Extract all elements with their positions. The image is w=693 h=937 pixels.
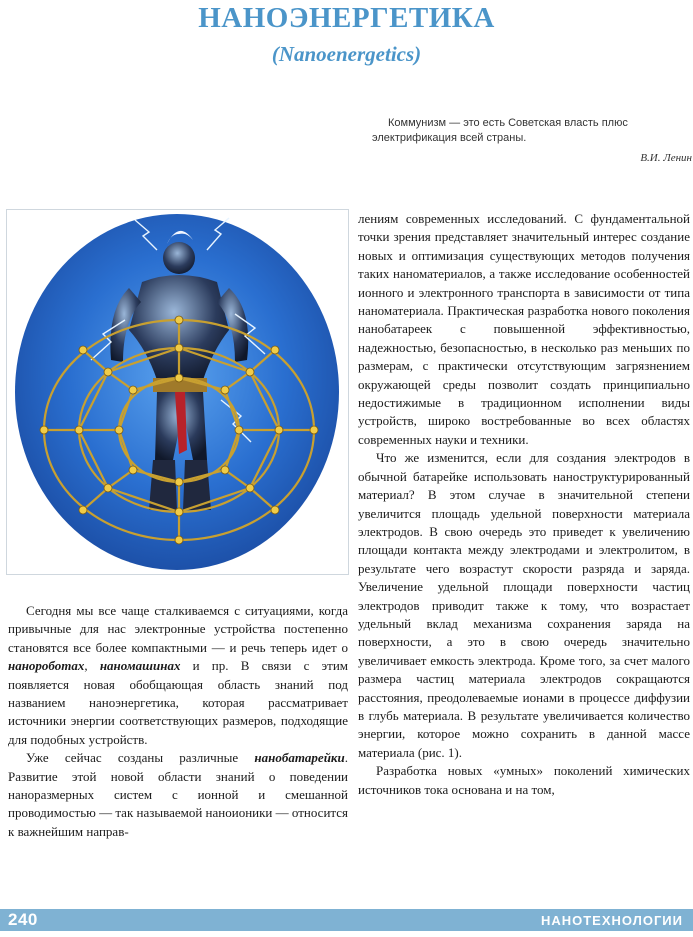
page-number: 240: [8, 910, 38, 929]
right-paragraph-3: Разработка новых «умных» поколений химических источников тока основана и на том,: [358, 763, 690, 797]
text-run: . Развитие этой новой области знаний о поведении наноразмерных систем с ионной и смешанной проводимостью — так называемой наноионики — относится к важнейшим направ-: [8, 750, 348, 839]
left-paragraph-1: [8, 602, 348, 749]
epigraph-quote: Коммунизм — это есть Советская власть плюс электрификация всей страны.: [372, 117, 628, 144]
page-title: НАНОЭНЕРГЕТИКА: [198, 2, 495, 34]
left-column: [8, 602, 348, 841]
text-run: Сегодня мы все чаще сталкиваемся с ситуациями, когда привычные для нас электронные устройства постепенно становятся все более компактными — и речь теперь идет о: [8, 603, 348, 655]
right-paragraph-1: лениям современных исследований. С фундаментальной точки зрения представляет значительный интерес создание новых и оптимизация существующих методов получения таких наноматериалов, а также исследование особенностей ионного и электронного транспорта в зависимости от типа наноматериала. Практическая разработка нового поколения нанобатареек с повышенной эффективностью, надежностью, безопасностью, в несколько раз меньших по размерам, с практически отсутствующим загрязнением окружающей среды позволит создать принципиально недостижимые в традиционном исполнении виды устройств, широко востребованные во всех областях современных науки и техники.: [358, 211, 690, 447]
text-run: Уже сейчас созданы различные: [26, 750, 255, 766]
page-subtitle: (Nanoenergetics): [271, 42, 422, 66]
left-paragraph-2: [8, 749, 348, 841]
figure-illustration: [6, 209, 349, 575]
figure-illustration-icon: [7, 210, 348, 574]
page-footer: [0, 909, 693, 931]
text-run: ,: [84, 658, 100, 674]
text-run: и пр. В связи с этим появляется новая обобщающая область знаний под названием наноэнергетика, которая рассматривает источники энергии соответствующих размеров, подходящие для подобных устройств.: [8, 658, 349, 747]
term-nanomachines: наномашинах: [99, 658, 181, 674]
right-column: [358, 210, 690, 799]
term-nanobatteries: нанобатарейки: [254, 750, 345, 766]
right-paragraph-2: Что же изменится, если для создания электродов в обычной батарейке использовать наноструктурированный материал? В этом случае в значительной степени увеличится площадь удельной поверхности материала электродов. В свою очередь это приведет к увеличению площади контакта между электродами и электролитом, в результате чего возрастут скорости разряда и заряда. Увеличение удельной площади поверхности частиц электродов приводит также к тому, что возрастает удельный вклад механизма сохранения заряда на поверхности, а это в свою очередь значительно увеличивает емкость электрода. Кроме того, за счет малого размера частиц материала электродов сокращаются расстояния, преодолеваемые ионами в процессе диффузии в глубь материала. В результате увеличивается количество энергии, которое можно сохранить в данной массе материала (рис. 1).: [358, 450, 690, 760]
epigraph: [372, 116, 692, 166]
running-head: НАНОТЕХНОЛОГИИ: [540, 913, 683, 928]
term-nanorobots: нанороботах: [8, 658, 85, 674]
epigraph-author: В.И. Ленин: [640, 152, 692, 164]
